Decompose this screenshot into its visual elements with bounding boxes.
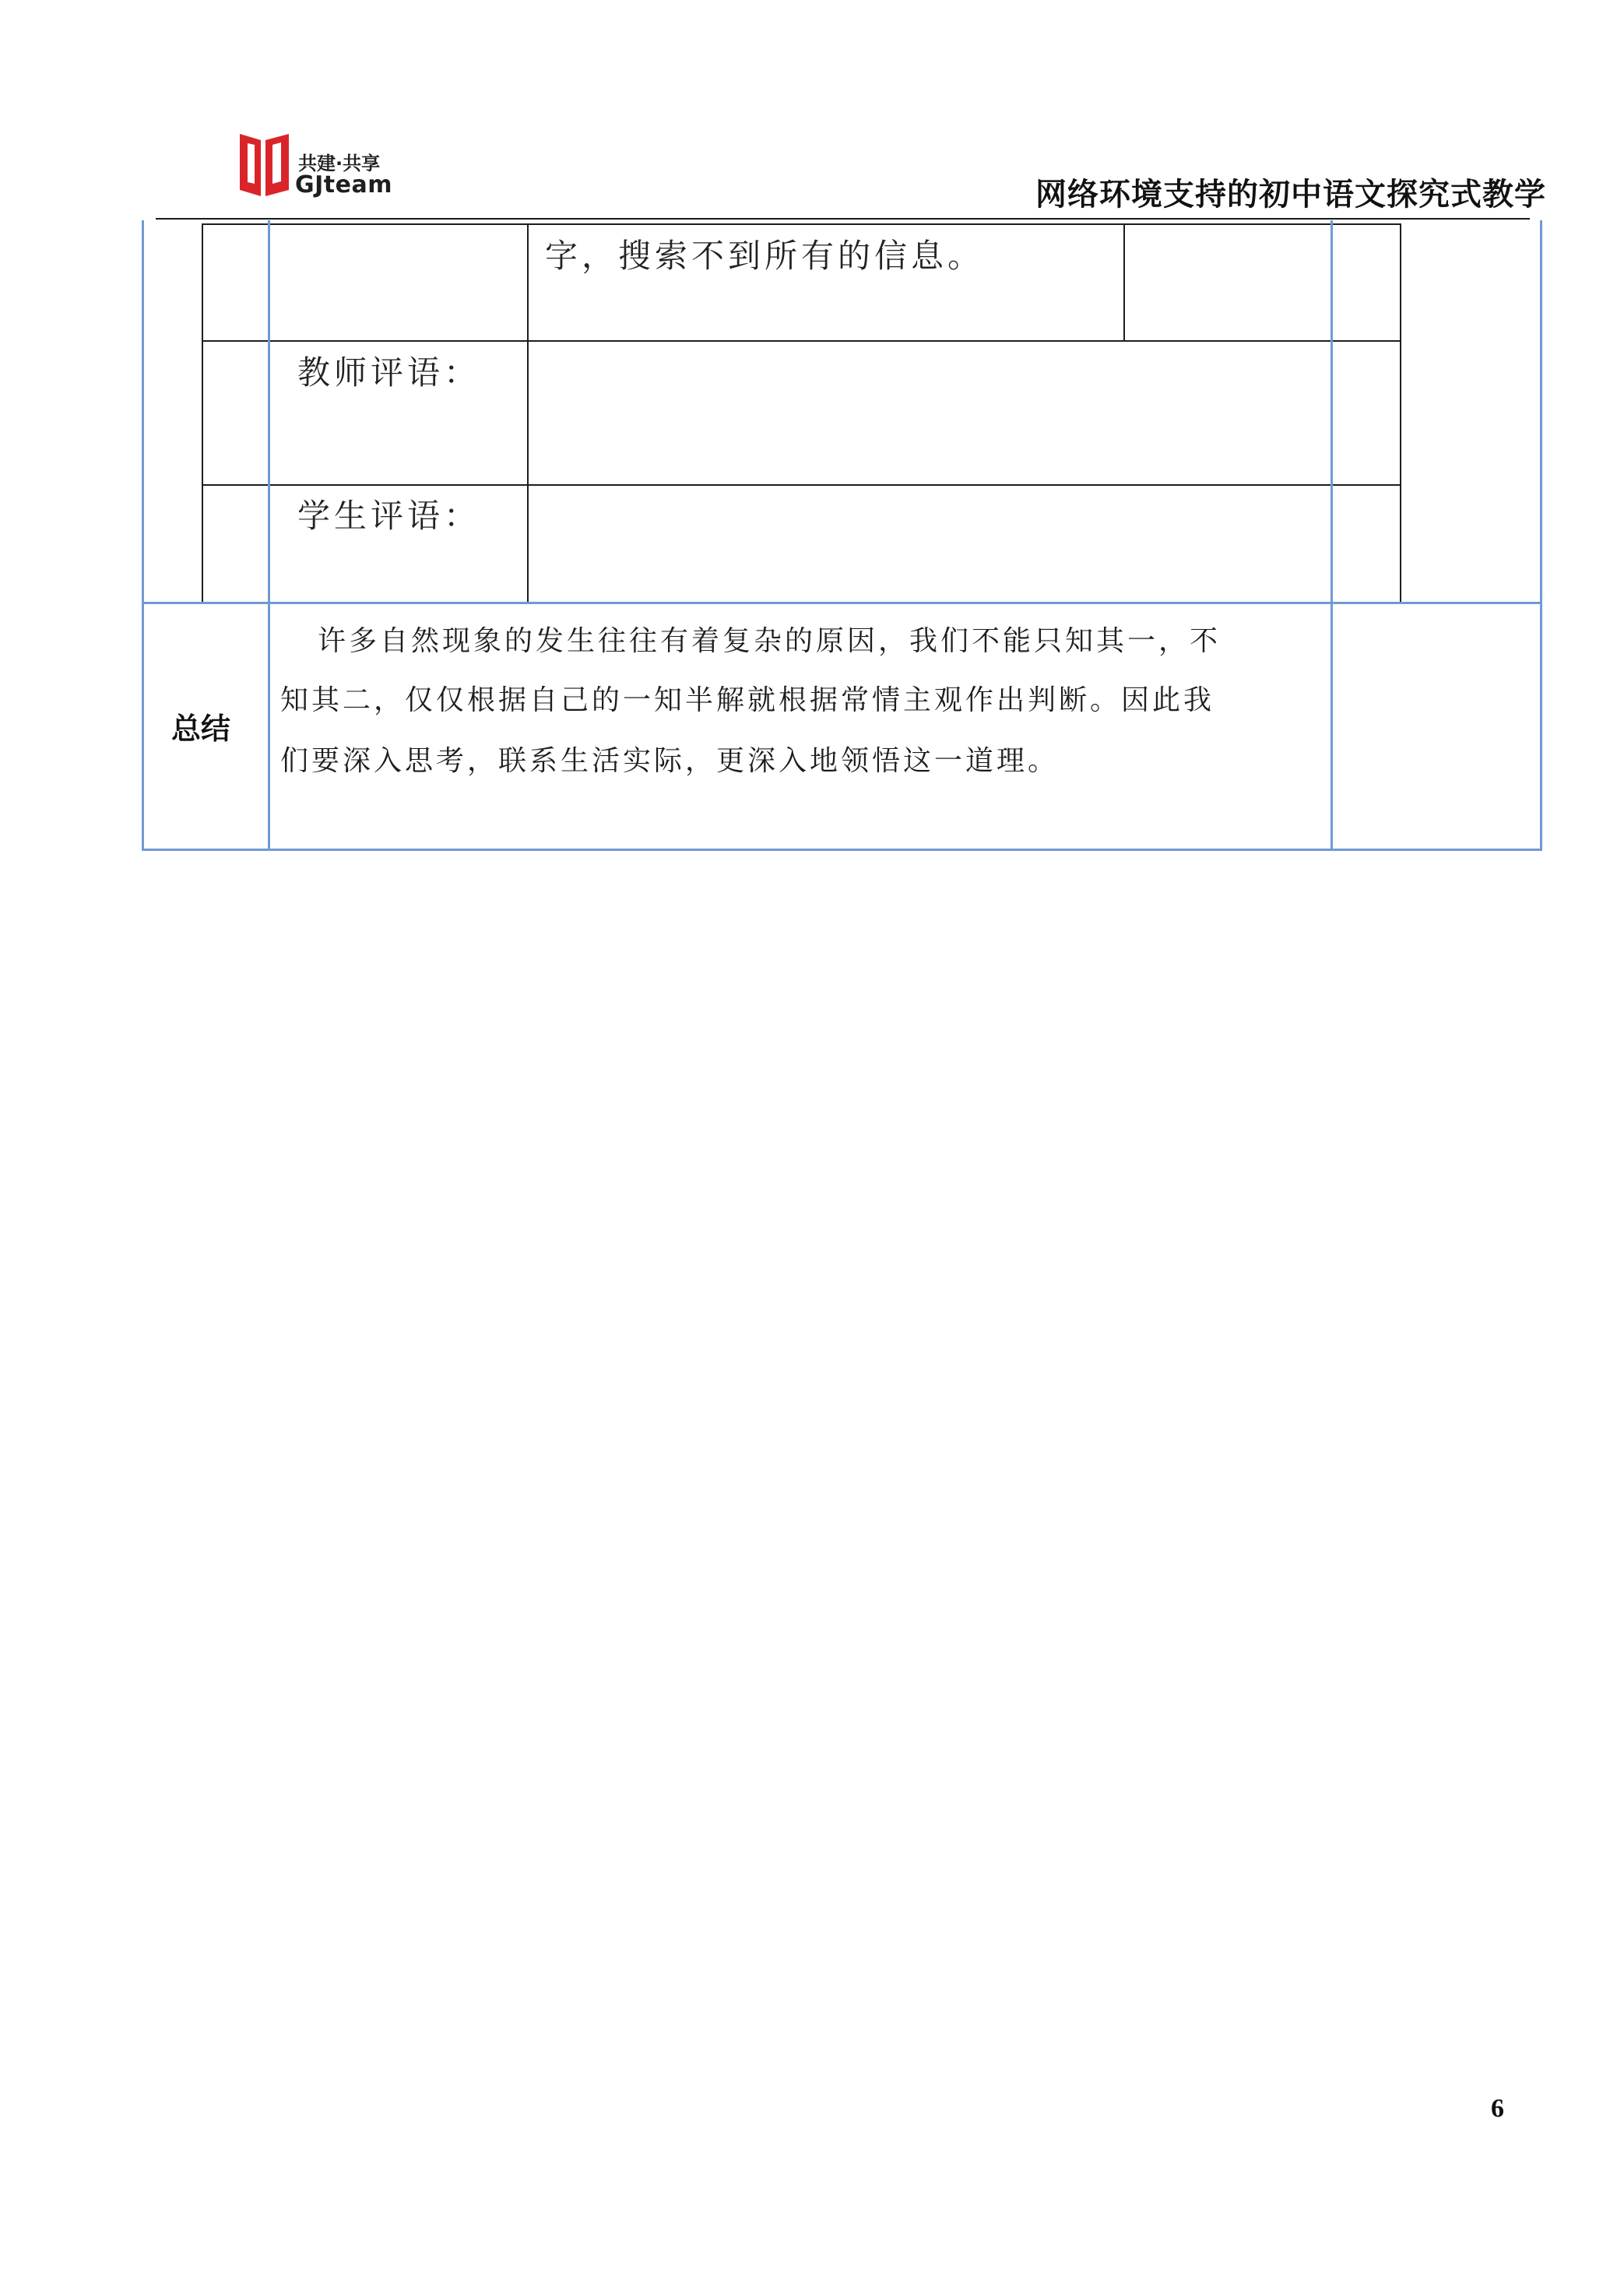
page-number: 6 xyxy=(1491,2094,1504,2123)
continued-text: 字，搜索不到所有的信息。 xyxy=(545,237,985,275)
teacher-comment-label: 教师评语： xyxy=(297,353,481,392)
summary-line: 许多自然现象的发生往往有着复杂的原因，我们不能只知其一，不 xyxy=(318,625,1222,657)
header-title: 网络环境支持的初中语文探究式教学 xyxy=(1035,177,1546,213)
summary-line: 知其二，仅仅根据自己的一知半解就根据常情主观作出判断。因此我 xyxy=(280,684,1215,716)
logo-text-en: GJteam xyxy=(295,171,392,199)
summary-line: 们要深入思考，联系生活实际，更深入地领悟这一道理。 xyxy=(280,745,1060,777)
summary-label: 总结 xyxy=(171,712,231,746)
header-rule xyxy=(156,218,1530,220)
student-comment-label: 学生评语： xyxy=(297,497,481,535)
logo-text-cn: 共建·共享 xyxy=(298,153,381,174)
